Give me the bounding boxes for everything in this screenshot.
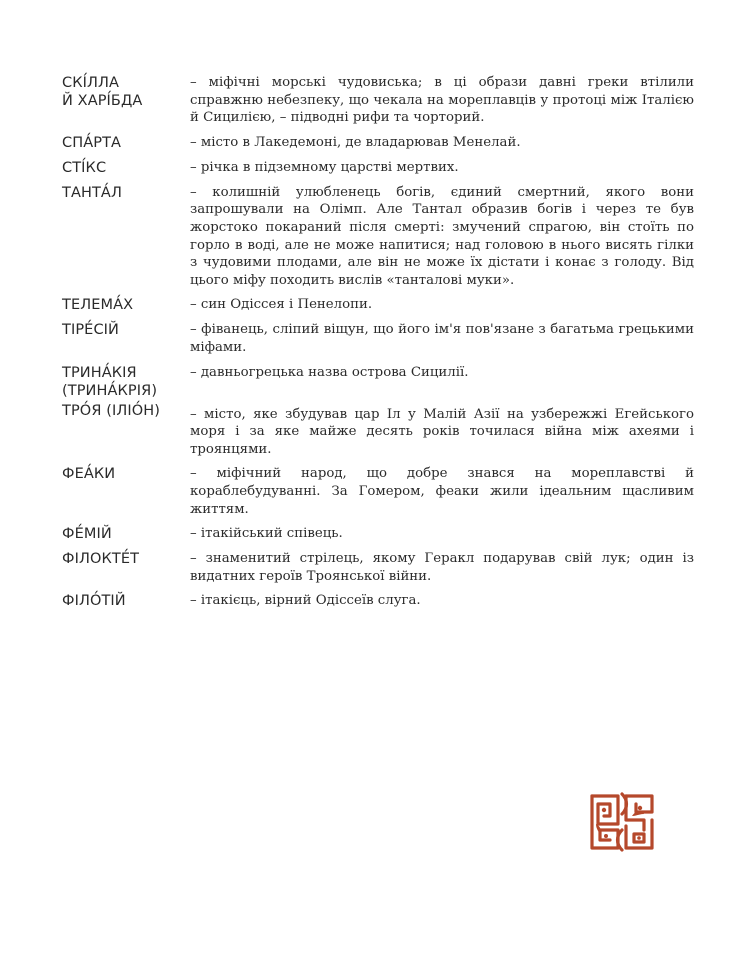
glossary-entry: [62, 465, 694, 518]
glossary-entry: [62, 159, 694, 177]
glossary-entry: [62, 402, 694, 459]
glossary-definition: – місто в Лакедемоні, де владарював Менелай.: [190, 134, 521, 150]
glossary-term: СТІ́КС: [62, 159, 107, 176]
glossary-term: ФЕ́МІЙ: [62, 526, 112, 543]
glossary-definition: – давньогрецька назва острова Сицилії.: [190, 364, 469, 380]
glossary-definition: – знаменитий стрілець, якому Геракл подарував свій лук; один із видатних героїв Троянської війни.: [190, 551, 694, 584]
glossary-definition: – фіванець, сліпий віщун, що його ім'я пов'язане з багатьма грецькими міфами.: [190, 322, 694, 355]
glossary-term: ТАНТА́Л: [62, 184, 122, 201]
glossary-entry: [62, 525, 694, 543]
glossary-definition: – міфічний народ, що добре знався на мореплавстві й кораблебудуванні. За Гомером, феаки жили ідеальним щасливим життям.: [190, 466, 694, 517]
glossary-entry: [62, 550, 694, 585]
glossary-entry: [62, 296, 694, 314]
glossary-term: ТРО́Я (ІЛІО́Н): [62, 402, 160, 419]
glossary-term: СКІ́ЛЛА Й ХАРІ́БДА: [62, 75, 143, 109]
glossary-entry: [62, 134, 694, 152]
glossary-entry: [62, 184, 694, 290]
greek-key-ornament-icon: [588, 790, 656, 854]
glossary-entry: [62, 321, 694, 356]
glossary-list: [62, 74, 694, 617]
glossary-term: ФЕА́КИ: [62, 466, 116, 483]
glossary-entry: [62, 592, 694, 610]
glossary-definition: – колишній улюбленець богів, єдиний смертний, якого вони запрошували на Олімп. Але Тантал образив богів і через те був жорстоко покараний після смерті: змучений спрагою, він стоїть по горло в воді, але не може напитися; над головою в нього висять гілки з чудовими плодами, але він не може їх дістати і конає з голоду. Від цього міфу походить вислів «танталові муки».: [190, 184, 694, 288]
glossary-definition: – міфічні морські чудовиська; в ці образи давні греки втілили справжню небезпеку, що чекала на мореплавців у протоці між Італією й Сицилією, – підводні рифи та чорторий.: [190, 75, 694, 126]
glossary-definition: – річка в підземному царстві мертвих.: [190, 159, 459, 175]
glossary-definition: – ітакієць, вірний Одіссеїв слуга.: [190, 593, 421, 609]
glossary-term: ТЕЛЕМА́Х: [62, 297, 134, 314]
glossary-entry: [62, 74, 694, 127]
glossary-term: ФІЛОКТЕ́Т: [62, 551, 140, 568]
glossary-term: ТРИНА́КІЯ (ТРИНА́КРІЯ): [62, 364, 158, 399]
glossary-entry: [62, 364, 694, 400]
glossary-definition: – син Одіссея і Пенелопи.: [190, 297, 373, 313]
glossary-definition: – місто, яке збудував цар Іл у Малій Азії на узбережжі Егейського моря і за яке майже десять років точилася війна між ахеями і троянцями.: [190, 406, 694, 457]
glossary-term: ТІРЕ́СІЙ: [62, 322, 119, 339]
glossary-definition: – ітакійський співець.: [190, 526, 343, 542]
glossary-term: СПА́РТА: [62, 134, 122, 151]
glossary-term: ФІЛО́ТІЙ: [62, 593, 126, 610]
